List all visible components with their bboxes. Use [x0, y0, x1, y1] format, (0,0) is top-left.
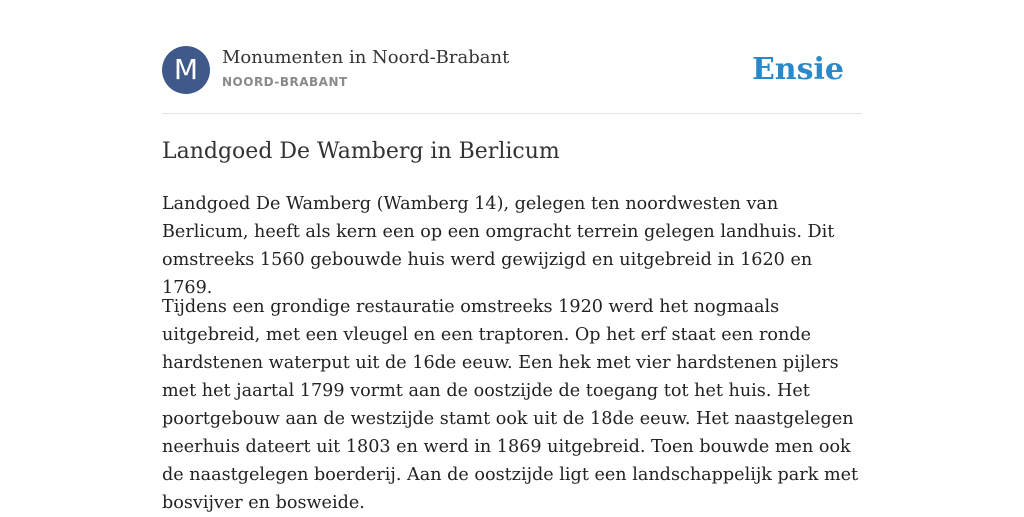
- divider: [162, 113, 862, 114]
- source-header: [162, 46, 862, 96]
- avatar[interactable]: M: [162, 46, 210, 94]
- article-paragraph: Tijdens een grondige restauratie omstreeks 1920 werd het nogmaals uitgebreid, met een vleugel en een traptoren. Op het erf staat een ronde hardstenen waterput uit de 16de eeuw. Een hek met vier hardstenen pijlers met het jaartal 1799 vormt aan de oostzijde de toegang tot het huis. Het poortgebouw aan de westzijde stamt ook uit de 18de eeuw. Het naastgelegen neerhuis dateert uit 1803 en werd in 1869 uitgebreid. Toen bouwde men ook de naastgelegen boerderij. Aan de oostzijde ligt een landschappelijk park met bosvijver en bosweide.: [162, 297, 859, 513]
- source-region: NOORD-BRABANT: [222, 75, 348, 89]
- article-paragraph: Landgoed De Wamberg (Wamberg 14), gelegen ten noordwesten van Berlicum, heeft als kern een op een omgracht terrein gelegen landhuis. Dit omstreeks 1560 gebouwde huis werd gewijzigd en uitgebreid in 1620 en 1769.: [162, 194, 835, 298]
- source-name[interactable]: Monumenten in Noord-Brabant: [222, 47, 510, 68]
- ensie-logo[interactable]: Ensie: [751, 52, 844, 87]
- page-title: Landgoed De Wamberg in Berlicum: [162, 139, 560, 164]
